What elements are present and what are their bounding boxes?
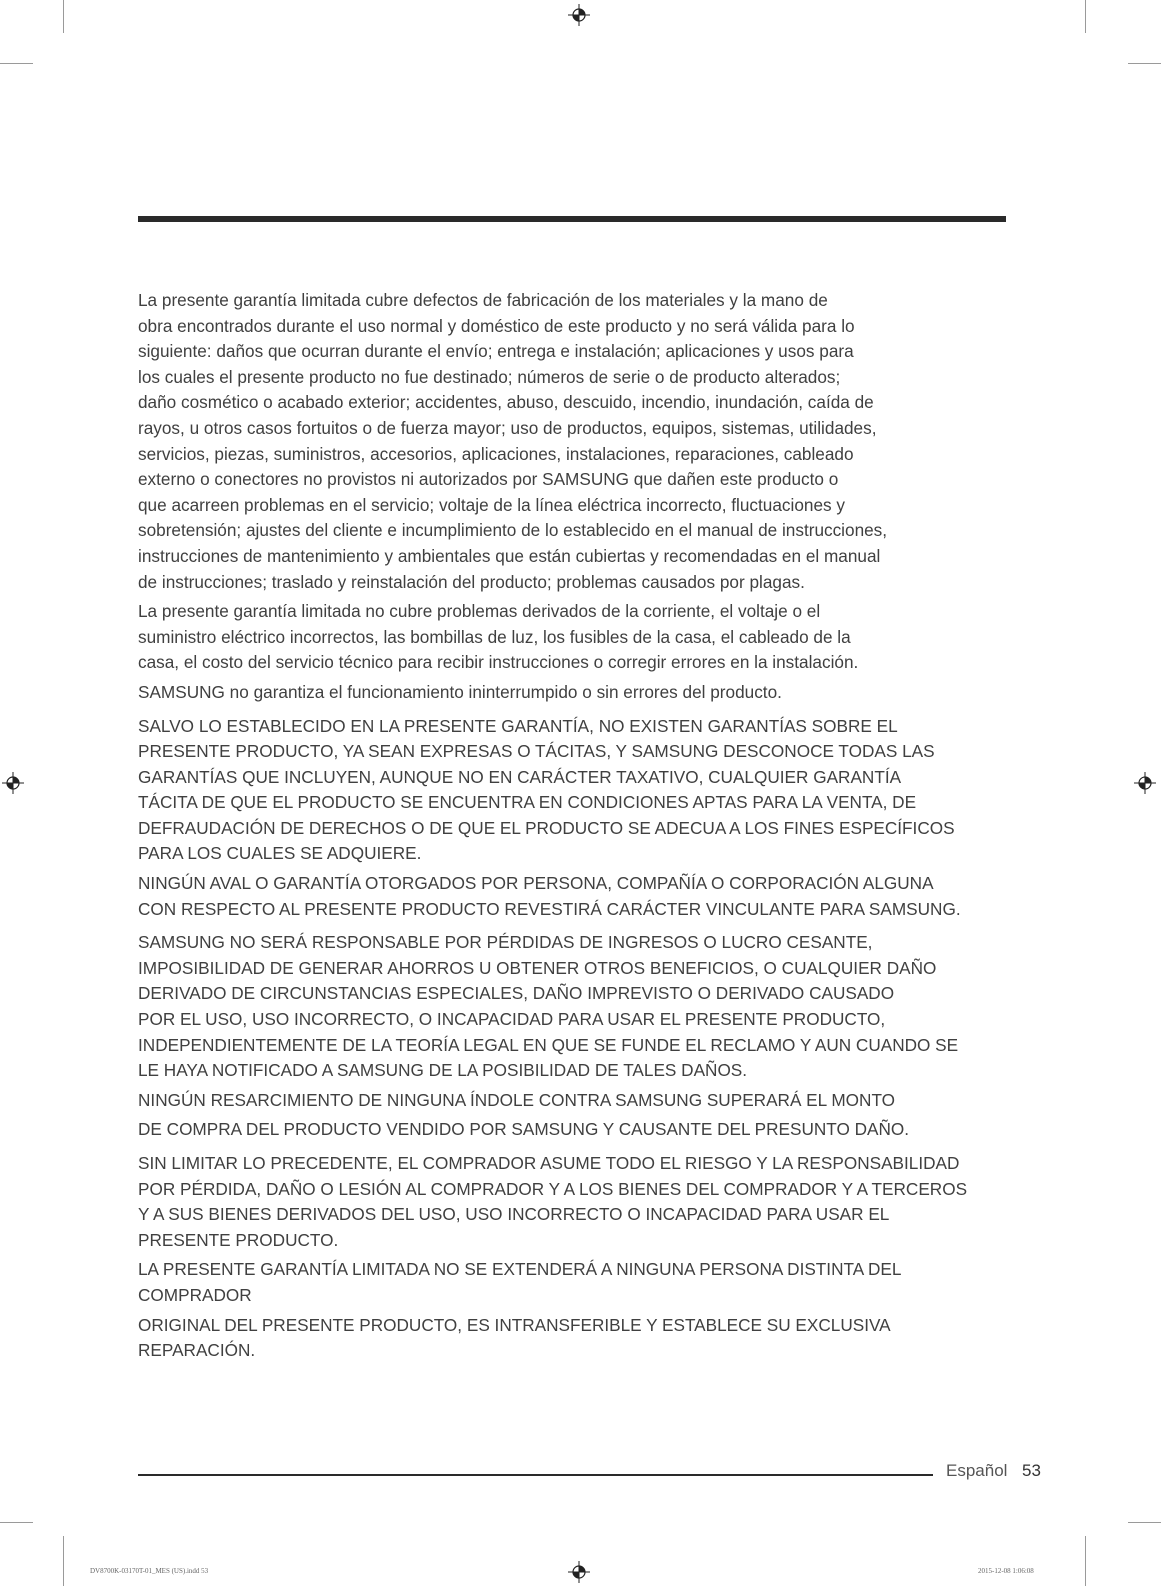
- registration-mark-icon: [568, 4, 590, 26]
- print-slug-file: DV8700K-03170T-01_MES (US).indd 53: [90, 1567, 209, 1575]
- crop-mark-right-bottom: [1128, 1522, 1161, 1523]
- warranty-text: [138, 288, 1006, 1364]
- registration-mark-icon: [568, 1561, 590, 1583]
- crop-mark-top-left: [63, 0, 64, 33]
- registration-mark-icon: [2, 772, 24, 794]
- paragraph: SALVO LO ESTABLECIDO EN LA PRESENTE GARANTÍA, NO EXISTEN GARANTÍAS SOBRE EL PRESENTE PRODUCTO, YA SEAN EXPRESAS O TÁCITAS, Y SAMSUNG DESCONOCE TODAS LAS GARANTÍAS QUE INCLUYEN, AUNQUE NO EN CARÁCTER TAXATIVO, CUALQUIER GARANTÍA TÁCITA DE QUE EL PRODUCTO SE ENCUENTRA EN CONDICIONES APTAS PARA LA VENTA, DE DEFRAUDACIÓN DE DERECHOS O DE QUE EL PRODUCTO SE ADECUA A LOS FINES ESPECÍFICOS PARA LOS CUALES SE ADQUIERE.: [138, 715, 955, 864]
- footer-rule: [138, 1474, 933, 1476]
- paragraph: SAMSUNG no garantiza el funcionamiento ininterrumpido o sin errores del producto.: [138, 681, 782, 702]
- paragraph: La presente garantía limitada no cubre problemas derivados de la corriente, el voltaje o el suministro eléctrico incorrectos, las bombillas de luz, los fusibles de la casa, el cableado de la casa, el costo del servicio técnico para recibir instrucciones o corregir errores en la instalación.: [138, 601, 859, 673]
- paragraph: NINGÚN RESARCIMIENTO DE NINGUNA ÍNDOLE CONTRA SAMSUNG SUPERARÁ EL MONTO: [138, 1089, 895, 1110]
- crop-mark-top-right: [1085, 0, 1086, 33]
- print-slug-date: 2015-12-08 1:06:08: [978, 1567, 1034, 1575]
- crop-mark-bottom-right: [1085, 1536, 1086, 1586]
- paragraph: LA PRESENTE GARANTÍA LIMITADA NO SE EXTENDERÁ A NINGUNA PERSONA DISTINTA DEL COMPRADOR: [138, 1259, 902, 1305]
- paragraph: SIN LIMITAR LO PRECEDENTE, EL COMPRADOR ASUME TODO EL RIESGO Y LA RESPONSABILIDAD POR PÉRDIDA, DAÑO O LESIÓN AL COMPRADOR Y A LOS BIENES DEL COMPRADOR Y A TERCEROS Y A SUS BIENES DERIVADOS DEL USO, USO INCORRECTO O INCAPACIDAD PARA USAR EL PRESENTE PRODUCTO.: [138, 1153, 968, 1250]
- paragraph: NINGÚN AVAL O GARANTÍA OTORGADOS POR PERSONA, COMPAÑÍA O CORPORACIÓN ALGUNA CON RESPECTO AL PRESENTE PRODUCTO REVESTIRÁ CARÁCTER VINCULANTE PARA SAMSUNG.: [138, 873, 961, 919]
- registration-mark-icon: [1134, 772, 1156, 794]
- crop-mark-left-bottom: [0, 1522, 33, 1523]
- page-number: 53: [1022, 1461, 1041, 1480]
- footer-language: Español: [946, 1461, 1008, 1480]
- header-rule: [138, 216, 1006, 222]
- paragraph: La presente garantía limitada cubre defectos de fabricación de los materiales y la mano de obra encontrados durante el uso normal y doméstico de este producto y no será válida para lo siguiente: daños que ocurran durante el envío; entrega e instalación; aplicaciones y usos para los cuales el presente producto no fue destinado; números de serie o de producto alterados; daño cosmético o acabado exterior; accidentes, abuso, descuido, incendio, inundación, caída de rayos, u otros casos fortuitos o de fuerza mayor; uso de productos, equipos, sistemas, utilidades, servicios, piezas, suministros, accesorios, aplicaciones, instalaciones, reparaciones, cableado externo o conectores no provistos ni autorizados por SAMSUNG que dañen este producto o que acarreen problemas en el servicio; voltaje de la línea eléctrica incorrecto, fluctuaciones y sobretensión; ajustes del cliente e incumplimiento de lo establecido en el manual de instrucciones, instrucciones de mantenimiento y ambientales que están cubiertas y recomendadas en el manual de instrucciones; traslado y reinstalación del producto; problemas causados por plagas.: [138, 290, 888, 592]
- paragraph: DE COMPRA DEL PRODUCTO VENDIDO POR SAMSUNG Y CAUSANTE DEL PRESUNTO DAÑO.: [138, 1119, 910, 1140]
- crop-mark-right-top: [1128, 63, 1161, 64]
- crop-mark-left-top: [0, 63, 33, 64]
- crop-mark-bottom-left: [63, 1536, 64, 1586]
- paragraph: SAMSUNG NO SERÁ RESPONSABLE POR PÉRDIDAS DE INGRESOS O LUCRO CESANTE, IMPOSIBILIDAD DE GENERAR AHORROS U OBTENER OTROS BENEFICIOS, O CUALQUIER DAÑO DERIVADO DE CIRCUNSTANCIAS ESPECIALES, DAÑO IMPREVISTO O DERIVADO CAUSADO POR EL USO, USO INCORRECTO, O INCAPACIDAD PARA USAR EL PRESENTE PRODUCTO, INDEPENDIENTEMENTE DE LA TEORÍA LEGAL EN QUE SE FUNDE EL RECLAMO Y AUN CUANDO SE LE HAYA NOTIFICADO A SAMSUNG DE LA POSIBILIDAD DE TALES DAÑOS.: [138, 932, 959, 1081]
- paragraph: ORIGINAL DEL PRESENTE PRODUCTO, ES INTRANSFERIBLE Y ESTABLECE SU EXCLUSIVA REPARACIÓN.: [138, 1314, 891, 1361]
